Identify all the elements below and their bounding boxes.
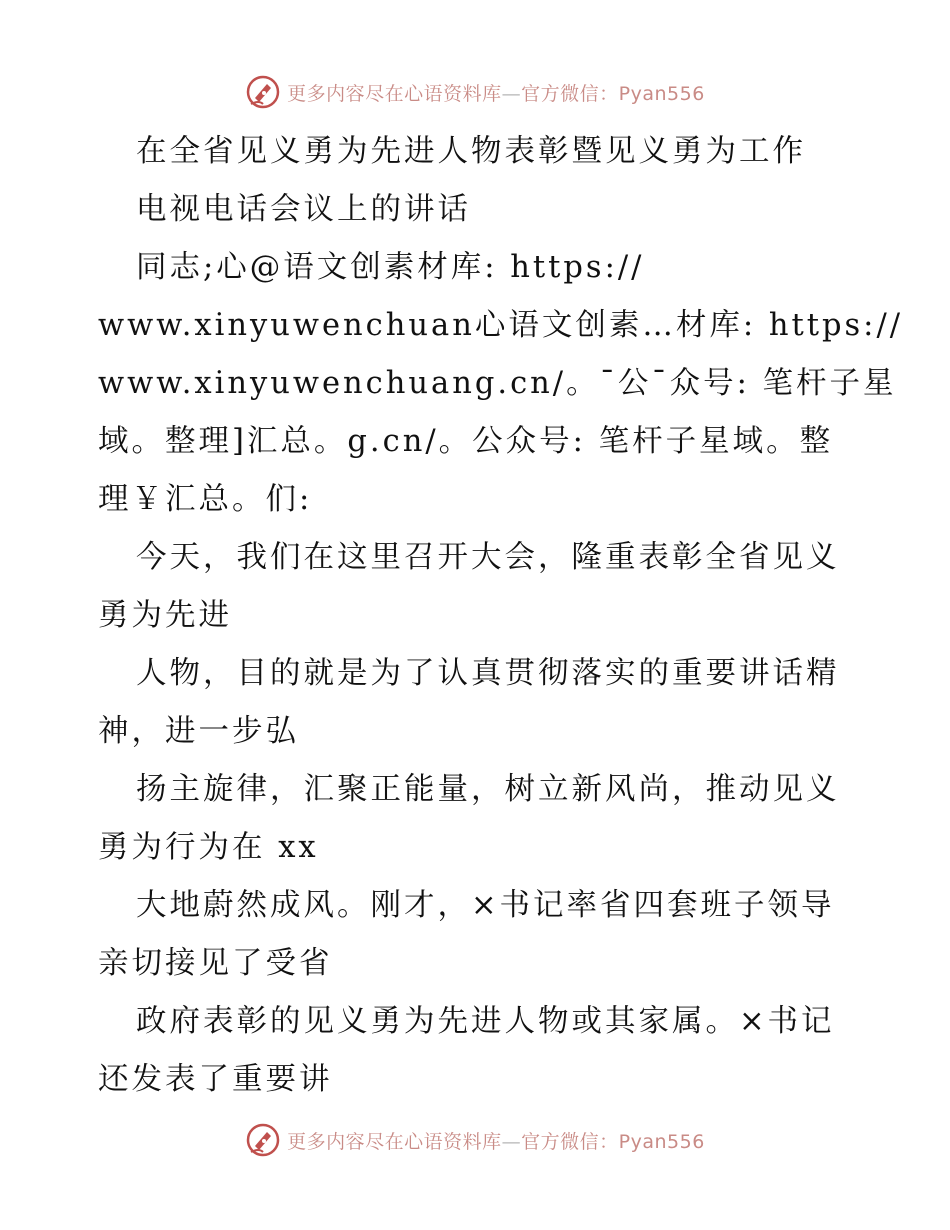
- paragraph-line: 人物，目的就是为了认真贯彻落实的重要讲话精: [136, 656, 840, 691]
- paragraph-line: 勇为先进: [98, 598, 232, 633]
- paragraph-line: 理￥汇总。们:: [98, 482, 313, 517]
- watermark-separator: —: [501, 1130, 522, 1153]
- document-body: [98, 123, 903, 1109]
- footer-watermark-banner: [0, 1120, 950, 1160]
- salutation-line: 同志;心@语文创素材库: https://: [136, 250, 645, 285]
- paragraph-line: 勇为行为在 xx: [98, 830, 319, 865]
- paragraph-line: 亲切接见了受省: [98, 946, 333, 981]
- watermark-separator: —: [501, 82, 522, 105]
- paragraph-line: 扬主旋律，汇聚正能量，树立新风尚，推动见义: [136, 772, 840, 807]
- paragraph-line: 今天，我们在这里召开大会，隆重表彰全省见义: [136, 540, 840, 575]
- watermark-text: [287, 79, 705, 106]
- pen-nib-logo-icon: [245, 1122, 281, 1158]
- paragraph-line: www.xinyuwenchuan心语文创素…材库: https://: [98, 308, 903, 343]
- paragraph-line: www.xinyuwenchuang.cn/。¯公¯众号: 笔杆子星: [98, 366, 897, 401]
- pen-nib-logo-icon: [245, 74, 281, 110]
- paragraph-line: 还发表了重要讲: [98, 1062, 333, 1097]
- watermark-wechat: 官方微信：Pyan556: [521, 82, 705, 105]
- paragraph-line: 大地蔚然成风。刚才，×书记率省四套班子领导: [136, 888, 835, 923]
- title-line-2: 电视电话会议上的讲话: [136, 192, 471, 227]
- watermark-wechat: 官方微信：Pyan556: [521, 1130, 705, 1153]
- watermark-site-name: 更多内容尽在心语资料库: [287, 1130, 502, 1153]
- paragraph-line: 政府表彰的见义勇为先进人物或其家属。×书记: [136, 1004, 835, 1039]
- paragraph-line: 神，进一步弘: [98, 714, 299, 749]
- header-watermark-banner: [0, 72, 950, 112]
- watermark-site-name: 更多内容尽在心语资料库: [287, 82, 502, 105]
- watermark-text: [287, 1127, 705, 1154]
- paragraph-line: 域。整理]汇总。g.cn/。公众号: 笔杆子星域。整: [98, 424, 834, 459]
- title-line-1: 在全省见义勇为先进人物表彰暨见义勇为工作: [136, 134, 806, 169]
